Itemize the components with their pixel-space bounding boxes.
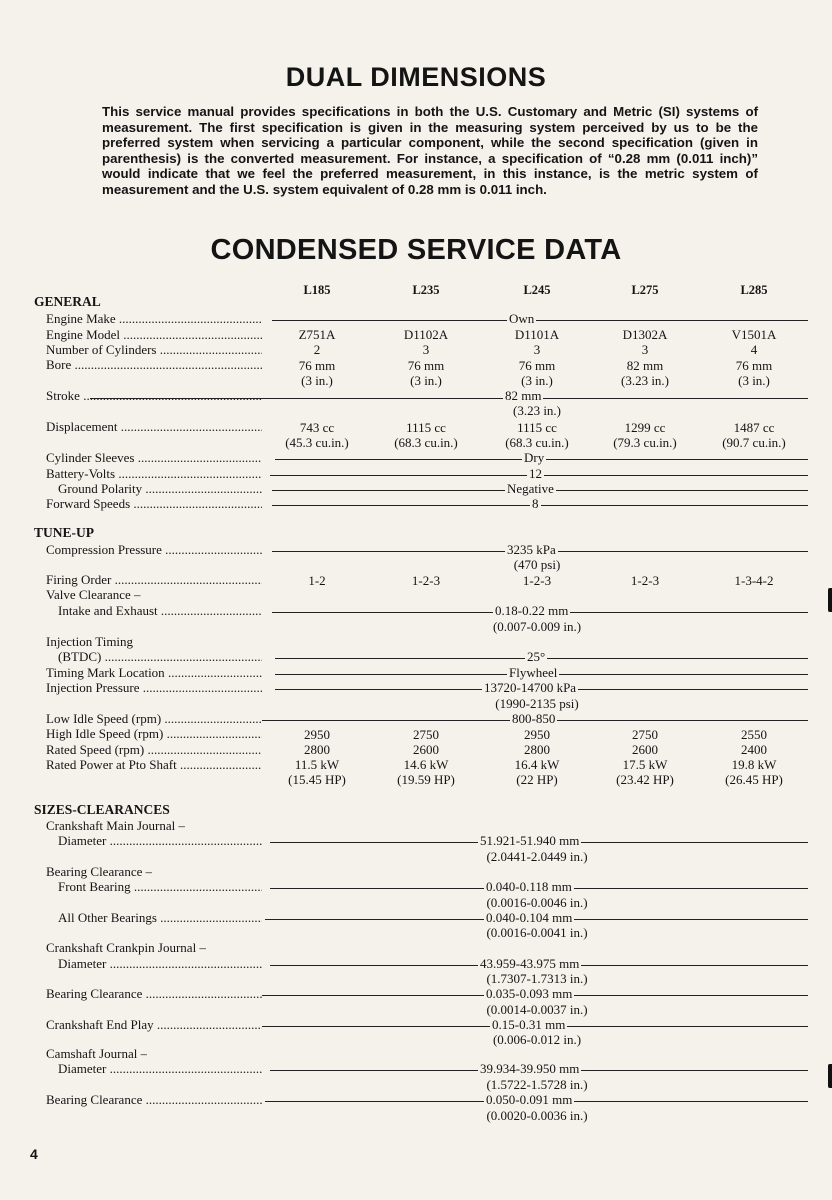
cell-cylinders-l275: 3 <box>641 342 649 357</box>
value-other-bearings-in: (0.0016-0.0041 in.) <box>486 925 588 940</box>
label-crankshaft-end-play: Crankshaft End Play ..... <box>46 1017 262 1033</box>
model-header-l285: L285 <box>740 283 768 297</box>
cell-rated-power-l275: 17.5 kW <box>622 757 668 772</box>
cell-bore-in-l235: (3 in.) <box>410 373 442 388</box>
label-firing-order: Firing Order ..... <box>46 572 262 588</box>
value-main-journal-mm: 51.921-51.940 mm <box>480 833 580 848</box>
dual-dimensions-title: DUAL DIMENSIONS <box>285 62 547 92</box>
cell-rated-speed-l285: 2400 <box>741 742 767 757</box>
label-crankshaft-main-journal: Crankshaft Main Journal – <box>46 818 186 833</box>
value-cam-clearance-in: (0.0020-0.0036 in.) <box>486 1108 588 1123</box>
cell-firing-l185: 1-2 <box>308 573 326 588</box>
label-all-other-bearings: All Other Bearings ..... <box>58 910 262 926</box>
label-btdc: (BTDC) ..... <box>58 649 262 665</box>
label-crankpin-diameter: Diameter ..... <box>58 956 262 972</box>
cell-bore-in-l185: (3 in.) <box>301 373 333 388</box>
cell-high-idle-l275: 2750 <box>632 727 658 742</box>
cell-bore-l275: 82 mm <box>626 358 664 373</box>
label-bore: Bore ..... <box>46 357 262 373</box>
cell-firing-l245: 1-2-3 <box>522 573 552 588</box>
label-rated-power: Rated Power at Pto Shaft ..... <box>46 757 262 773</box>
intro-paragraph: This service manual provides specifications in both the U.S. Customary and Metric (SI) systems of measurement. The first specification is given in the measuring system perceived by us to be the preferred system when servicing a particular component, while the second specification (given in parenthesis) is the converted measurement. For instance, a specification of “0.28 mm (0.011 inch)” would indicate that we feel the preferred measurement, in this instance, is the metric system of measurement and the U.S. system equivalent of 0.28 mm is 0.011 inch. <box>102 104 758 197</box>
value-injection-pressure-kpa: 13720-14700 kPa <box>484 680 577 695</box>
value-crankpin-mm: 43.959-43.975 mm <box>480 956 580 971</box>
cell-cylinders-l245: 3 <box>533 342 541 357</box>
label-low-idle-speed: Low Idle Speed (rpm) ..... <box>46 711 262 727</box>
cell-displacement-l275: 1299 cc <box>624 420 666 435</box>
cell-bore-l235: 76 mm <box>407 358 445 373</box>
value-battery-volts: 12 <box>529 466 542 481</box>
cell-engine-model-l235: D1102A <box>403 327 449 342</box>
cell-engine-model-l185: Z751A <box>298 327 336 342</box>
value-timing-mark-location: Flywheel <box>509 665 558 680</box>
cell-high-idle-l235: 2750 <box>413 727 439 742</box>
model-header-l275: L275 <box>631 283 659 297</box>
label-valve-clearance: Valve Clearance – <box>46 587 141 602</box>
cell-rated-speed-l235: 2600 <box>413 742 439 757</box>
label-timing-mark-location: Timing Mark Location ..... <box>46 665 262 681</box>
label-intake-exhaust: Intake and Exhaust ..... <box>58 603 262 619</box>
cell-bore-in-l245: (3 in.) <box>521 373 553 388</box>
binding-hole <box>828 588 832 612</box>
cell-cylinders-l285: 4 <box>750 342 758 357</box>
value-end-play-mm: 0.15-0.31 mm <box>492 1017 566 1032</box>
value-forward-speeds: 8 <box>532 496 539 511</box>
label-cylinder-sleeves: Cylinder Sleeves ..... <box>46 450 262 466</box>
label-crankpin-bearing-clearance: Bearing Clearance ..... <box>46 986 262 1002</box>
label-compression-pressure: Compression Pressure ..... <box>46 542 262 558</box>
cell-firing-l235: 1-2-3 <box>411 573 441 588</box>
value-injection-pressure-psi: (1990-2135 psi) <box>495 696 579 711</box>
cell-rated-speed-l185: 2800 <box>304 742 330 757</box>
cell-rated-power-l235: 14.6 kW <box>403 757 449 772</box>
cell-bore-in-l275: (3.23 in.) <box>620 373 670 388</box>
label-forward-speeds: Forward Speeds ..... <box>46 496 262 512</box>
value-low-idle-speed: 800-850 <box>512 711 556 726</box>
label-engine-make: Engine Make ..... <box>46 311 262 327</box>
span-line <box>90 398 808 399</box>
label-crankpin-journal: Crankshaft Crankpin Journal – <box>46 940 206 955</box>
label-main-journal-diameter: Diameter ..... <box>58 833 262 849</box>
condensed-service-data-title: CONDENSED SERVICE DATA <box>210 234 622 266</box>
cell-bore-l185: 76 mm <box>298 358 336 373</box>
label-stroke: Stroke ..... <box>46 388 262 404</box>
cell-displacement-cuin-l245: (68.3 cu.in.) <box>505 435 569 450</box>
value-crankpin-clearance-in: (0.0014-0.0037 in.) <box>486 1002 588 1017</box>
cell-rated-speed-l275: 2600 <box>632 742 658 757</box>
model-header-l185: L185 <box>303 283 331 297</box>
cell-rated-power-l285: 19.8 kW <box>731 757 777 772</box>
cell-displacement-cuin-l185: (45.3 cu.in.) <box>285 435 349 450</box>
value-end-play-in: (0.006-0.012 in.) <box>492 1032 582 1047</box>
label-number-of-cylinders: Number of Cylinders ..... <box>46 342 262 358</box>
value-ground-polarity: Negative <box>507 481 554 496</box>
cell-engine-model-l245: D1101A <box>514 327 560 342</box>
binding-hole <box>828 1064 832 1088</box>
cell-displacement-l285: 1487 cc <box>733 420 775 435</box>
cell-displacement-l235: 1115 cc <box>406 420 446 435</box>
value-other-bearings-mm: 0.040-0.104 mm <box>486 910 573 925</box>
value-camshaft-mm: 39.934-39.950 mm <box>480 1061 580 1076</box>
model-header-l235: L235 <box>412 283 440 297</box>
value-crankpin-clearance-mm: 0.035-0.093 mm <box>486 986 573 1001</box>
cell-bore-l245: 76 mm <box>518 358 556 373</box>
cell-bore-in-l285: (3 in.) <box>738 373 770 388</box>
value-stroke-in: (3.23 in.) <box>512 403 562 418</box>
cell-displacement-l245: 1115 cc <box>517 420 557 435</box>
value-engine-make: Own <box>509 311 535 326</box>
model-header-l245: L245 <box>523 283 551 297</box>
cell-engine-model-l285: V1501A <box>731 327 777 342</box>
value-valve-clearance-mm: 0.18-0.22 mm <box>495 603 569 618</box>
value-crankpin-in: (1.7307-1.7313 in.) <box>486 971 588 986</box>
cell-displacement-l185: 743 cc <box>299 420 335 435</box>
value-injection-timing: 25° <box>527 649 546 664</box>
cell-cylinders-l235: 3 <box>422 342 430 357</box>
label-front-bearing: Front Bearing ..... <box>58 879 262 895</box>
value-camshaft-in: (1.5722-1.5728 in.) <box>486 1077 588 1092</box>
label-high-idle-speed: High Idle Speed (rpm) ..... <box>46 726 262 742</box>
value-stroke: 82 mm <box>505 388 542 403</box>
cell-rated-power-l185: 11.5 kW <box>294 757 340 772</box>
section-sizes-clearances: SIZES-CLEARANCES <box>34 802 170 817</box>
label-bearing-clearance-header: Bearing Clearance – <box>46 864 153 879</box>
cell-rated-power-hp-l285: (26.45 HP) <box>725 772 783 787</box>
section-general: GENERAL <box>34 294 101 309</box>
cell-rated-power-hp-l235: (19.59 HP) <box>397 772 455 787</box>
value-valve-clearance-in: (0.007-0.009 in.) <box>492 619 582 634</box>
cell-rated-power-l245: 16.4 kW <box>514 757 560 772</box>
value-front-bearing-mm: 0.040-0.118 mm <box>486 879 572 894</box>
cell-displacement-cuin-l285: (90.7 cu.in.) <box>722 435 786 450</box>
cell-high-idle-l285: 2550 <box>741 727 767 742</box>
value-main-journal-in: (2.0441-2.0449 in.) <box>486 849 588 864</box>
label-injection-pressure: Injection Pressure ..... <box>46 680 262 696</box>
cell-high-idle-l185: 2950 <box>304 727 330 742</box>
label-displacement: Displacement ..... <box>46 419 262 435</box>
label-rated-speed: Rated Speed (rpm) ..... <box>46 742 262 758</box>
cell-rated-power-hp-l275: (23.42 HP) <box>616 772 674 787</box>
value-compression-psi: (470 psi) <box>513 557 561 572</box>
section-tune-up: TUNE-UP <box>34 525 94 540</box>
value-cylinder-sleeves: Dry <box>524 450 545 465</box>
label-camshaft-diameter: Diameter ..... <box>58 1061 262 1077</box>
page-number: 4 <box>30 1146 38 1162</box>
value-compression-kpa: 3235 kPa <box>507 542 556 557</box>
label-injection-timing: Injection Timing <box>46 634 134 649</box>
cell-rated-power-hp-l245: (22 HP) <box>516 772 558 787</box>
label-battery-volts: Battery-Volts ..... <box>46 466 262 482</box>
cell-rated-power-hp-l185: (15.45 HP) <box>288 772 346 787</box>
cell-bore-l285: 76 mm <box>735 358 773 373</box>
cell-high-idle-l245: 2950 <box>524 727 550 742</box>
span-line <box>272 320 808 321</box>
label-camshaft-journal: Camshaft Journal – <box>46 1046 148 1061</box>
value-cam-clearance-mm: 0.050-0.091 mm <box>486 1092 573 1107</box>
value-front-bearing-in: (0.0016-0.0046 in.) <box>486 895 588 910</box>
cell-displacement-cuin-l235: (68.3 cu.in.) <box>394 435 458 450</box>
cell-cylinders-l185: 2 <box>313 342 321 357</box>
cell-firing-l285: 1-3-4-2 <box>734 573 774 588</box>
label-camshaft-bearing-clearance: Bearing Clearance ..... <box>46 1092 262 1108</box>
cell-displacement-cuin-l275: (79.3 cu.in.) <box>613 435 677 450</box>
label-ground-polarity: Ground Polarity ..... <box>58 481 262 497</box>
cell-engine-model-l275: D1302A <box>622 327 668 342</box>
cell-rated-speed-l245: 2800 <box>524 742 550 757</box>
cell-firing-l275: 1-2-3 <box>630 573 660 588</box>
label-engine-model: Engine Model ..... <box>46 327 262 343</box>
